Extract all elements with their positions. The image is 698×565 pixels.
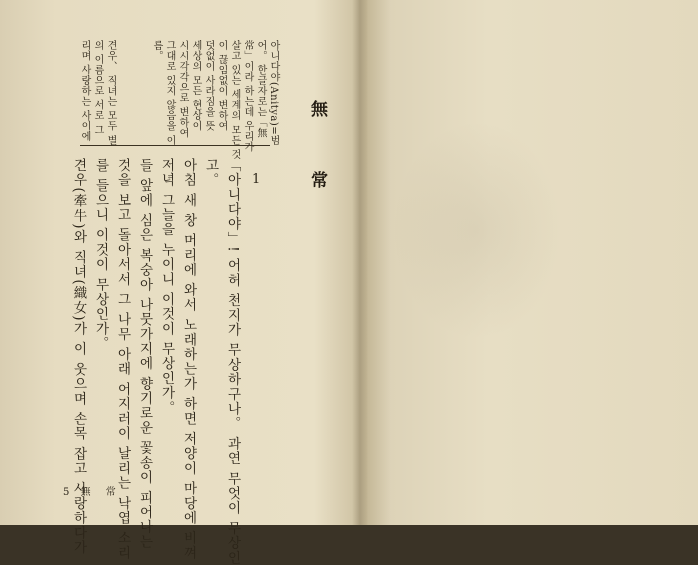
section-number: 1: [252, 172, 261, 187]
footnote-line: 의 이름으로 서로 그: [92, 40, 103, 136]
body-line: 들 앞에 심은 복숭아 나뭇가지에 향기로운 꽃송이 피어나는: [136, 158, 153, 550]
page-number: 5: [63, 487, 71, 498]
body-line: 것을 보고 돌아서서 그 나무 아래 어지러이 날리는 낙엽 소리: [114, 158, 131, 561]
footnote-line: 그대로 있지 않음을 이: [164, 40, 175, 146]
footnote-line: 아니다야(Anitya)=범: [268, 40, 279, 146]
body-line: 고。: [202, 158, 219, 188]
footnote-line: 이 끊임없이 변하여: [216, 40, 227, 132]
body-line: 「아니다야」! 어허 천지가 무상하구나。 과연 무엇이 무상인: [224, 158, 241, 565]
body-line: 아침 새 창 머리에 와서 노래하는가 하면 저양이 마당에 비껴: [180, 158, 197, 561]
footnote-line: 常」이라 하는데 우리가: [242, 40, 253, 153]
body-line: 견우(牽牛)와 직녀(織女)가 이 웃으며 손목 잡고 사랑하다가: [70, 158, 87, 555]
footnote-line: 세상의 모든 현상이: [190, 40, 201, 132]
chapter-title: 無 常: [307, 100, 327, 212]
footnote-line: 견우、 직녀는 모두 별: [105, 40, 116, 146]
footnote-line: 덧없이 사라짐을 뜻: [203, 40, 214, 132]
body-line: 를 들으니 이것이 무상인가。: [92, 158, 109, 351]
footnote-line: 시시각각으로 변하여: [177, 40, 188, 139]
footnote-line: 살고 있는 세계의 모든 것: [229, 40, 240, 160]
running-title: 無 常: [80, 487, 122, 498]
body-line: 저녁 그늘을 누이니 이것이 무상인가。: [158, 158, 175, 416]
ink-bleed-through: [392, 120, 562, 340]
footnote-line: 리며 사랑하는 사이에: [79, 40, 90, 142]
page-footer: [63, 483, 122, 498]
footnote-line: 름。: [151, 40, 162, 61]
footnote-line: 어。 한글자로는「無: [255, 40, 266, 139]
